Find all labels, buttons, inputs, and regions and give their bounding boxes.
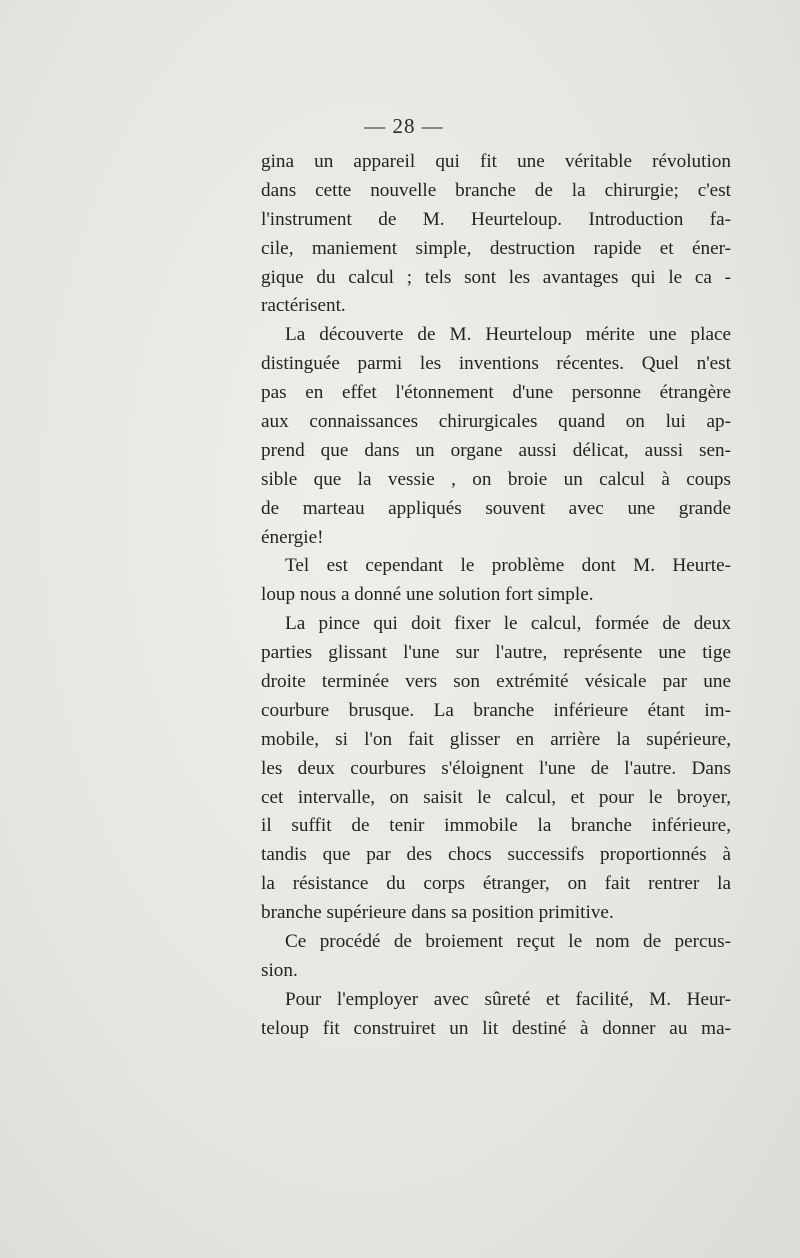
text-line: tandis que par des chocs successifs proportionnés à — [261, 844, 731, 866]
text-line: Ce procédé de broiement reçut le nom de percus- — [285, 931, 731, 953]
text-line: sible que la vessie , on broie un calcul à coups — [261, 468, 731, 490]
text-line: loup nous a donné une solution fort simple. — [261, 584, 594, 606]
text-line: prend que dans un organe aussi délicat, aussi sen- — [261, 439, 731, 461]
text-line: cile, maniement simple, destruction rapide et éner- — [261, 237, 731, 259]
text-line: la résistance du corps étranger, on fait rentrer la — [261, 873, 731, 895]
text-line: teloup fit construiret un lit destiné à donner au ma- — [261, 1017, 731, 1039]
text-line: les deux courbures s'éloignent l'une de l'autre. Dans — [261, 757, 731, 779]
text-line: La pince qui doit fixer le calcul, formée de deux — [285, 613, 731, 635]
text-line: gina un appareil qui fit une véritable révolution — [261, 151, 731, 172]
text-line: de marteau appliqués souvent avec une grande — [261, 497, 731, 519]
text-line: courbure brusque. La branche inférieure étant im- — [261, 699, 731, 721]
text-line: Pour l'employer avec sûreté et facilité, M. Heur- — [285, 988, 731, 1010]
text-line: ractérisent. — [261, 295, 346, 317]
text-line: distinguée parmi les inventions récentes. Quel n'est — [261, 353, 731, 375]
text-line: La découverte de M. Heurteloup mérite une place — [285, 324, 731, 346]
text-line: aux connaissances chirurgicales quand on lui ap- — [261, 411, 731, 433]
text-line: droite terminée vers son extrémité vésicale par une — [261, 671, 731, 693]
text-line: l'instrument de M. Heurteloup. Introduction fa- — [261, 208, 731, 230]
text-line: pas en effet l'étonnement d'une personne étrangère — [261, 382, 731, 404]
text-line: énergie! — [261, 526, 324, 548]
text-line: branche supérieure dans sa position primitive. — [261, 902, 614, 924]
page-number: — 28 — — [364, 114, 444, 138]
text-line: dans cette nouvelle branche de la chirurgie; c'est — [261, 179, 731, 201]
text-line: mobile, si l'on fait glisser en arrière la supérieure, — [261, 728, 731, 750]
text-line: gique du calcul ; tels sont les avantages qui le ca - — [261, 266, 731, 288]
text-line: Tel est cependant le problème dont M. Heurte- — [285, 555, 731, 577]
text-line: cet intervalle, on saisit le calcul, et pour le broyer, — [261, 786, 731, 808]
text-line: il suffit de tenir immobile la branche inférieure, — [261, 815, 731, 837]
text-line: parties glissant l'une sur l'autre, représente une tige — [261, 642, 731, 664]
body-text — [261, 148, 731, 1044]
text-line: sion. — [261, 959, 298, 981]
